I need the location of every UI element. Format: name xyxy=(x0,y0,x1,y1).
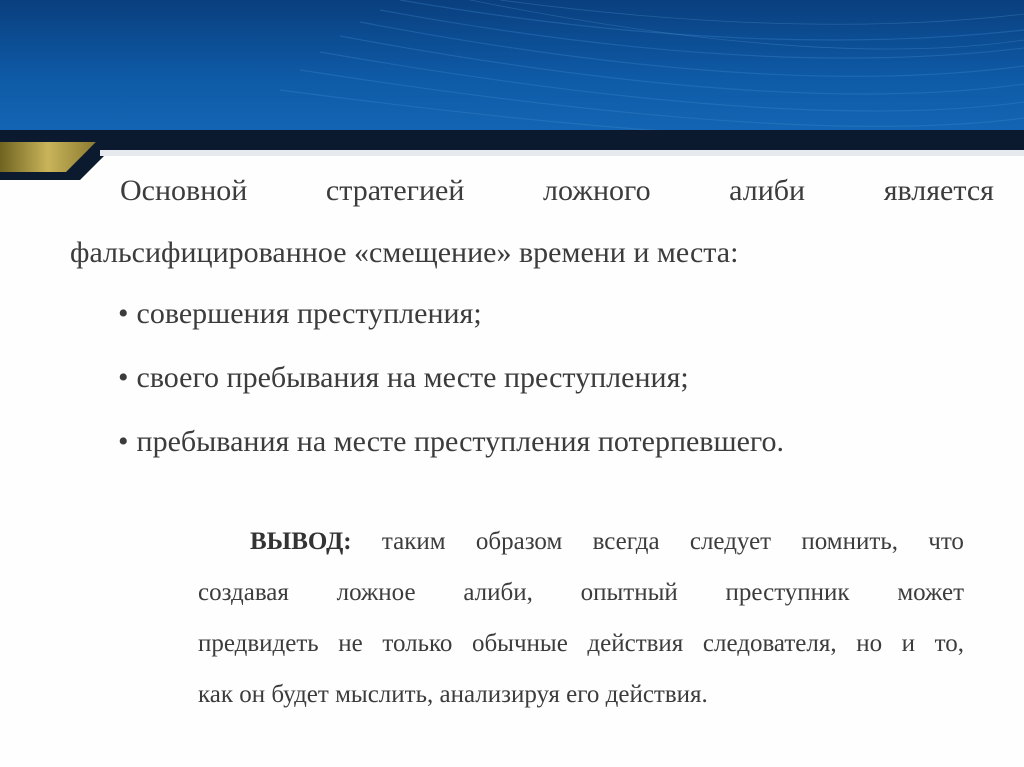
conclusion-line-2 xyxy=(198,567,964,618)
lead-word: стратегией xyxy=(325,174,465,207)
conclusion-line-1 xyxy=(198,516,964,567)
list-item xyxy=(118,346,784,410)
conclusion-word: ложное xyxy=(336,579,416,606)
conclusion-word: предвидеть xyxy=(198,630,319,657)
lead-line-2: фальсифицированное «смещение» времени и места: xyxy=(70,236,739,269)
conclusion-word: но xyxy=(856,630,883,657)
bullet-text: совершения преступления; xyxy=(136,297,482,330)
conclusion-word: следователя, xyxy=(702,630,837,657)
conclusion-word: всегда xyxy=(592,528,660,555)
bullet-marker: • xyxy=(118,297,129,330)
conclusion-word: действия xyxy=(587,630,684,657)
conclusion-word: и xyxy=(901,630,916,657)
conclusion-word: создавая xyxy=(198,579,289,606)
bullet-text: пребывания на месте преступления потерпевшего. xyxy=(136,425,784,458)
conclusion-word: таким xyxy=(381,528,446,555)
list-item xyxy=(118,282,784,346)
conclusion-word: может xyxy=(897,579,964,606)
conclusion-word: следует xyxy=(689,528,772,555)
conclusion-keyword: ВЫВОД: xyxy=(250,528,352,555)
lead-line-1 xyxy=(70,160,994,222)
conclusion-word: преступник xyxy=(725,579,850,606)
conclusion-word: что xyxy=(928,528,964,555)
lead-word: ложного xyxy=(543,174,651,207)
conclusion-word: опытный xyxy=(580,579,678,606)
conclusion-word: не xyxy=(338,630,363,657)
bullet-list xyxy=(118,282,784,474)
conclusion-word: помнить, xyxy=(801,528,898,555)
conclusion-word: алиби, xyxy=(463,579,533,606)
bullet-text: своего пребывания на месте преступления; xyxy=(136,361,689,394)
conclusion-line-4: как он будет мыслить, анализируя его действия. xyxy=(198,681,708,708)
conclusion-word: то, xyxy=(934,630,964,657)
bullet-marker: • xyxy=(118,425,129,458)
conclusion-word: образом xyxy=(475,528,563,555)
lead-word: является xyxy=(883,174,994,207)
list-item xyxy=(118,410,784,474)
conclusion-block xyxy=(198,516,964,720)
lead-word: алиби xyxy=(729,174,806,207)
lead-paragraph xyxy=(70,160,994,284)
lead-word: Основной xyxy=(120,174,248,207)
conclusion-word: только xyxy=(382,630,453,657)
conclusion-word: обычные xyxy=(471,630,568,657)
bullet-marker: • xyxy=(118,361,129,394)
conclusion-line-3 xyxy=(198,618,964,669)
